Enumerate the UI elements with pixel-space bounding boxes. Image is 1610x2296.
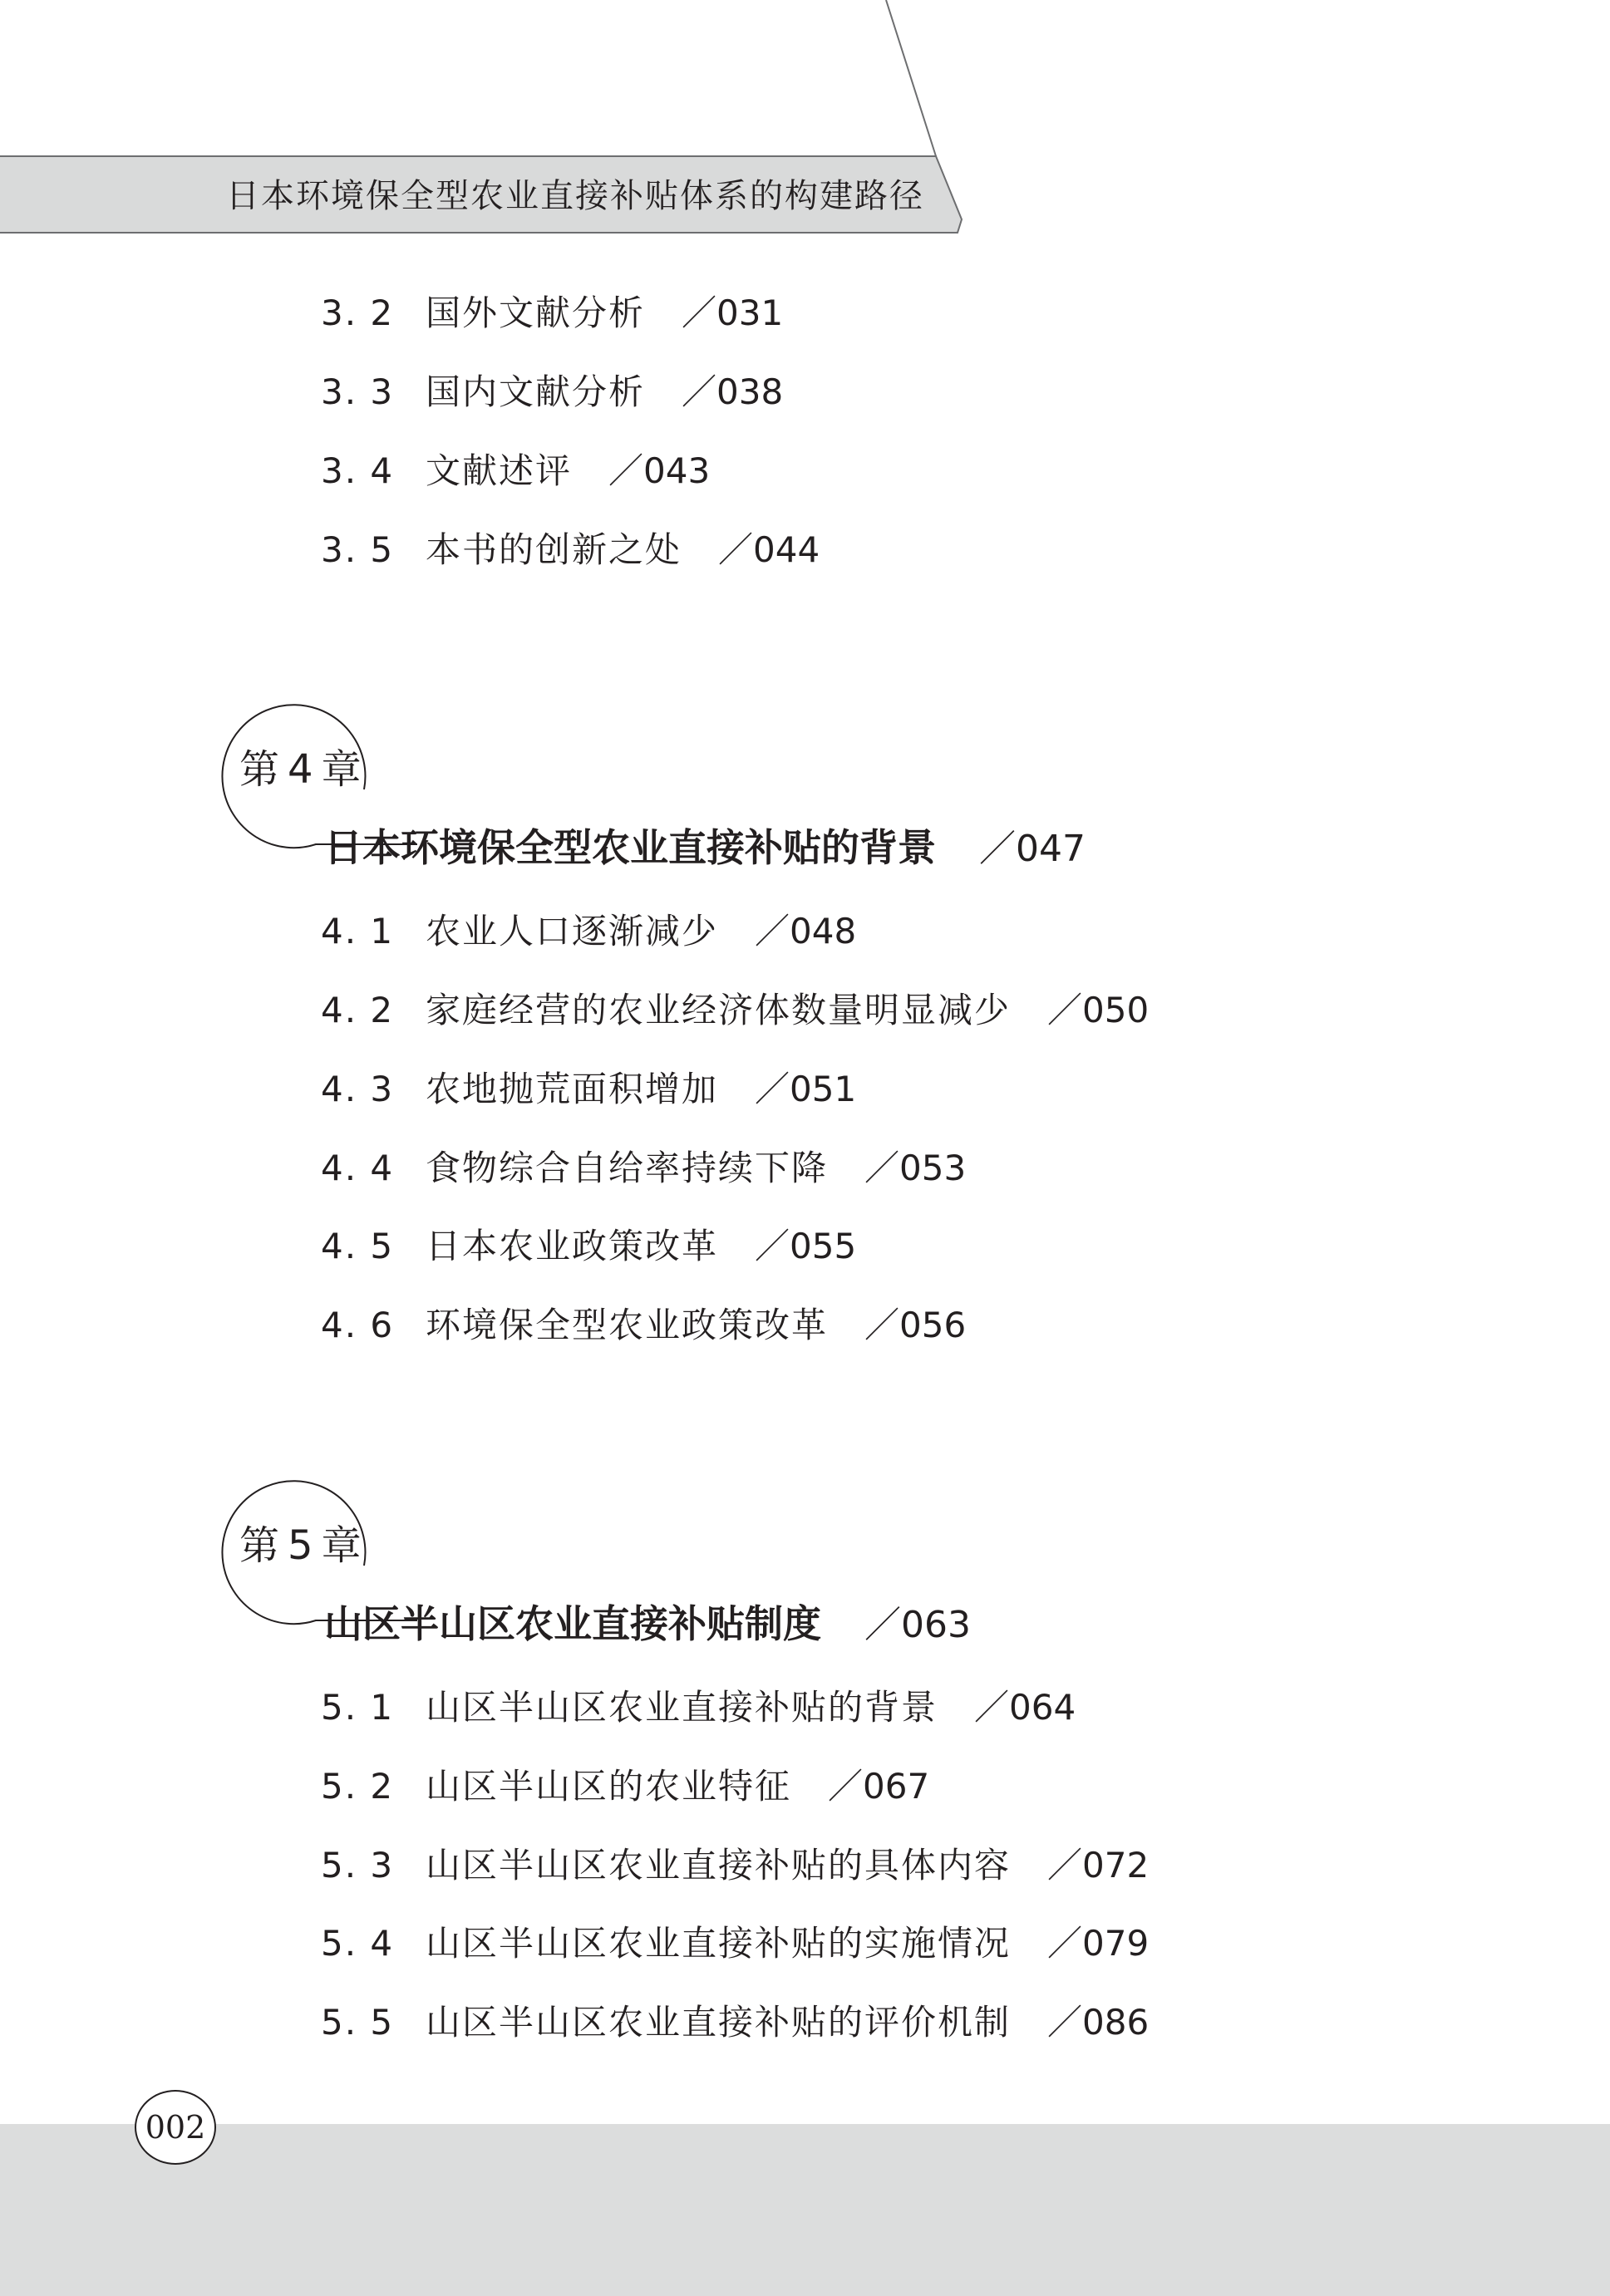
toc-entry-title: 国外文献分析 (426, 293, 646, 333)
toc-entry-page: ／086 (1047, 2002, 1150, 2043)
toc-entry-title: 农地抛荒面积增加 (426, 1069, 719, 1109)
running-head-title: 日本环境保全型农业直接补贴体系的构建路径 (226, 177, 924, 215)
toc-entry-title: 农业人口逐渐减少 (426, 911, 719, 951)
chapter-title-text: 山区半山区农业直接补贴制度 (324, 1601, 821, 1646)
toc-entry-page: ／044 (718, 529, 820, 570)
chapter-4-label (239, 746, 362, 793)
toc-entry-page: ／038 (682, 371, 784, 412)
toc-entry-number: 4. 6 (321, 1305, 395, 1345)
toc-entry-number: 4. 3 (321, 1069, 395, 1109)
toc-entry[interactable] (321, 1766, 930, 1807)
toc-entry-title: 日本农业政策改革 (426, 1226, 719, 1266)
chapter-title-text: 日本环境保全型农业直接补贴的背景 (324, 825, 936, 870)
chapter-label-prefix: 第 (239, 1522, 280, 1569)
toc-entry-page: ／067 (828, 1766, 930, 1807)
toc-entry-title: 家庭经营的农业经济体数量明显减少 (426, 990, 1012, 1030)
toc-entry-page: ／051 (755, 1069, 857, 1109)
toc-entry-title: 本书的创新之处 (426, 529, 682, 570)
toc-entry-page: ／079 (1047, 1923, 1150, 1964)
toc-entry-title: 山区半山区农业直接补贴的评价机制 (426, 2002, 1012, 2043)
toc-entry-number: 5. 3 (321, 1845, 395, 1885)
toc-entry-title: 国内文献分析 (426, 371, 646, 412)
toc-entry[interactable] (321, 1845, 1150, 1885)
toc-entry-number: 3. 4 (321, 450, 395, 491)
toc-entry[interactable] (321, 911, 857, 951)
page-number: 002 (145, 2109, 206, 2146)
toc-entry[interactable] (321, 990, 1150, 1030)
chapter-title-page: ／047 (979, 828, 1086, 870)
toc-entry-title: 环境保全型农业政策改革 (426, 1305, 829, 1345)
toc-entry-title: 文献述评 (426, 450, 573, 491)
toc-entry[interactable] (321, 450, 711, 491)
toc-entry-number: 4. 4 (321, 1148, 395, 1188)
toc-entry-page: ／043 (608, 450, 711, 491)
toc-entry[interactable] (321, 1069, 857, 1109)
toc-entry-number: 5. 4 (321, 1923, 395, 1964)
toc-entry[interactable] (321, 1148, 967, 1188)
chapter-label-suffix: 章 (321, 746, 362, 793)
toc-entry-title: 山区半山区农业直接补贴的具体内容 (426, 1845, 1012, 1885)
toc-entry-number: 4. 2 (321, 990, 395, 1030)
chapter-5-title[interactable] (324, 1601, 971, 1646)
chapter-title-page: ／063 (864, 1604, 971, 1646)
toc-entry-title: 食物综合自给率持续下降 (426, 1148, 829, 1188)
chapter-label-prefix: 第 (239, 746, 280, 793)
chapter-label-suffix: 章 (321, 1522, 362, 1569)
toc-entry-page: ／055 (755, 1226, 857, 1266)
toc-entry-page: ／050 (1047, 990, 1150, 1030)
toc-entry[interactable] (321, 1305, 967, 1345)
footer-band (0, 2124, 1610, 2296)
toc-entry-page: ／053 (864, 1148, 967, 1188)
toc-entry-page: ／064 (974, 1687, 1076, 1728)
toc-entry[interactable] (321, 1687, 1076, 1728)
toc-entry-title: 山区半山区的农业特征 (426, 1766, 792, 1807)
toc-entry[interactable] (321, 1923, 1150, 1964)
page-number-badge (135, 2090, 216, 2165)
toc-entry[interactable] (321, 2002, 1150, 2043)
toc-entry[interactable] (321, 529, 820, 570)
toc-entry-title: 山区半山区农业直接补贴的背景 (426, 1687, 938, 1728)
toc-entry-number: 5. 1 (321, 1687, 395, 1728)
toc-entry[interactable] (321, 1226, 857, 1266)
toc-entry-number: 3. 2 (321, 293, 395, 333)
chapter-label-number: 5 (288, 1522, 313, 1569)
chapter-5-label (239, 1522, 362, 1569)
toc-entry-page: ／072 (1047, 1845, 1150, 1885)
toc-entry-title: 山区半山区农业直接补贴的实施情况 (426, 1923, 1012, 1964)
toc-entry-number: 3. 3 (321, 371, 395, 412)
toc-entry-page: ／056 (864, 1305, 967, 1345)
toc-entry-number: 5. 5 (321, 2002, 395, 2043)
chapter-label-number: 4 (288, 746, 313, 793)
toc-entry-page: ／048 (755, 911, 857, 951)
chapter-4-title[interactable] (324, 825, 1086, 870)
toc-entry-number: 4. 1 (321, 911, 395, 951)
toc-entry-number: 4. 5 (321, 1226, 395, 1266)
toc-entry[interactable] (321, 371, 784, 412)
toc-entry-number: 5. 2 (321, 1766, 395, 1807)
toc-entry-number: 3. 5 (321, 529, 395, 570)
toc-entry-page: ／031 (682, 293, 784, 333)
header-diagonal-rule (886, 0, 936, 156)
toc-entry[interactable] (321, 293, 784, 333)
